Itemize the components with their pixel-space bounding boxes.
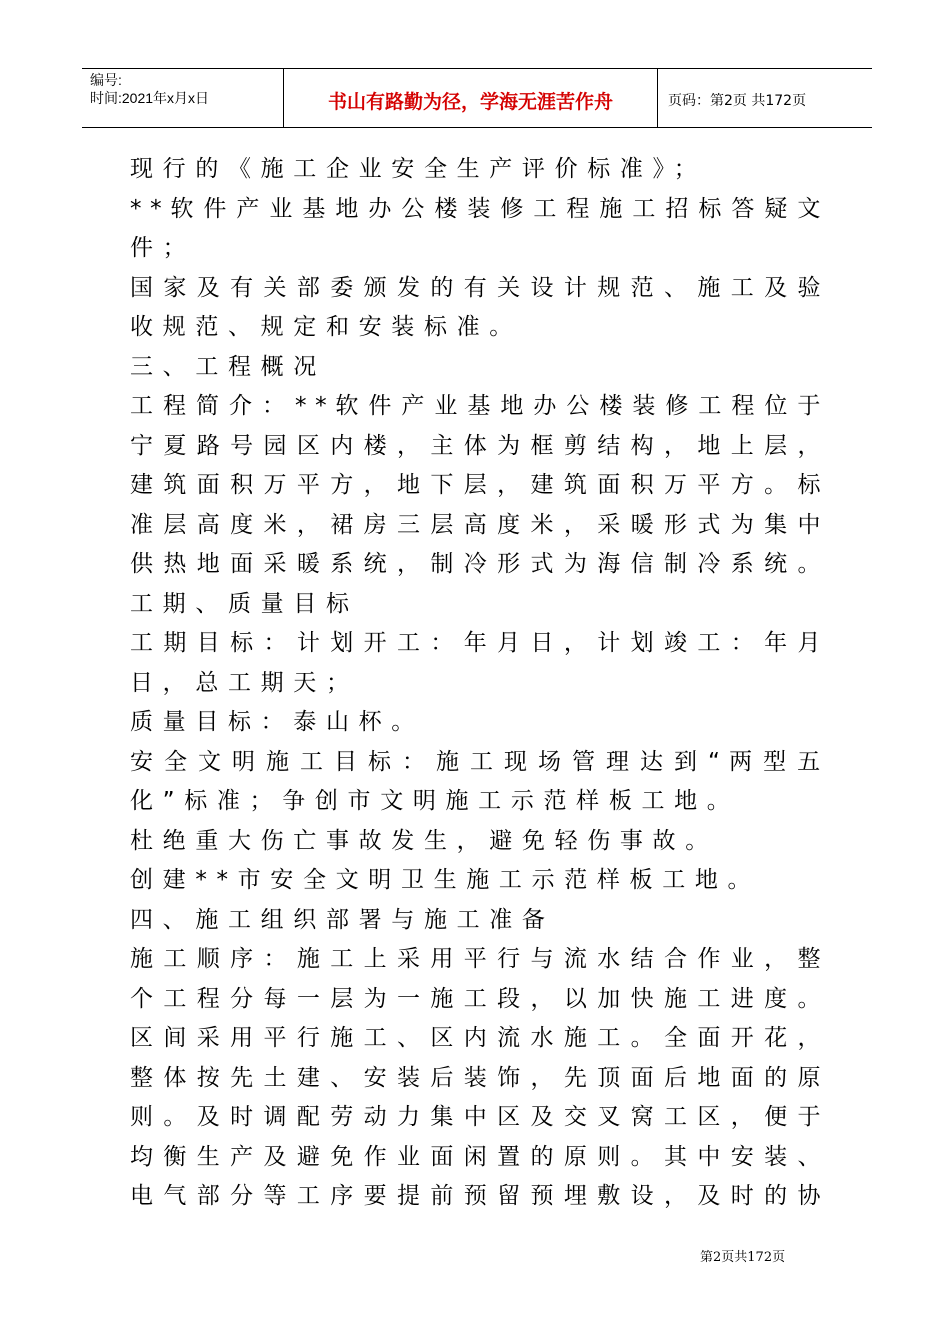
- text-line: 创建**市安全文明卫生施工示范样板工地。: [130, 867, 761, 893]
- header-page-info: 页码：第2页 共172页: [668, 93, 807, 109]
- text-line: 准 层 高 度 米 ， 裙 房 三 层 高 度 米 ， 采 暖 形 式 为 集 中: [130, 511, 820, 538]
- text-line: 宁 夏 路 号 园 区 内 楼 ， 主 体 为 框 剪 结 构 ， 地 上 层 ，: [130, 432, 820, 459]
- header-motto: 书山有路勤为径，学海无涯苦作舟: [284, 69, 658, 127]
- page-footer: 第2页共172页: [700, 1250, 786, 1265]
- text-line: 供 热 地 面 采 暖 系 统 ， 制 冷 形 式 为 海 信 制 冷 系 统 。: [130, 551, 820, 577]
- text-line: 电 气 部 分 等 工 序 要 提 前 预 留 预 埋 敷 设 ， 及 时 的 协: [130, 1183, 820, 1209]
- text-line: 日，总工期天；: [130, 669, 359, 696]
- text-line: 化”标准；争创市文明施工示范样板工地。: [130, 788, 740, 814]
- text-line: 三、工程概况: [130, 353, 326, 380]
- text-line: * * 软 件 产 业 基 地 办 公 楼 装 修 工 程 施 工 招 标 答 疑 文: [130, 195, 820, 222]
- text-line: 均 衡 生 产 及 避 免 作 业 面 闲 置 的 原 则 。 其 中 安 装 、: [130, 1143, 820, 1170]
- header-meta: [82, 69, 284, 127]
- text-line: 整 体 按 先 土 建 、 安 装 后 装 饰 ， 先 顶 面 后 地 面 的 原: [130, 1064, 820, 1091]
- text-line: 杜绝重大伤亡事故发生，避免轻伤事故。: [130, 827, 718, 854]
- text-line: 质量目标：泰山杯。: [130, 709, 424, 735]
- text-line: 国 家 及 有 关 部 委 颁 发 的 有 关 设 计 规 范 、 施 工 及 验: [130, 274, 820, 301]
- text-line: 建 筑 面 积 万 平 方 ， 地 下 层 ， 建 筑 面 积 万 平 方 。 标: [130, 472, 820, 498]
- code-label: 编号:: [90, 72, 122, 88]
- page-header: [82, 68, 872, 128]
- text-line: 区 间 采 用 平 行 施 工 、 区 内 流 水 施 工 。 全 面 开 花 ，: [130, 1025, 820, 1051]
- text-line: 则 。 及 时 调 配 劳 动 力 集 中 区 及 交 叉 窝 工 区 ， 便 于: [130, 1104, 820, 1130]
- text-line: 四、施工组织部署与施工准备: [130, 906, 555, 933]
- text-line: 施 工 顺 序 ： 施 工 上 采 用 平 行 与 流 水 结 合 作 业 ， 整: [130, 946, 820, 972]
- text-line: 现行的《施工企业安全生产评价标准》；: [130, 156, 707, 182]
- text-line: 工 期 目 标 ： 计 划 开 工 ： 年 月 日 ， 计 划 竣 工 ： 年 月: [130, 630, 820, 656]
- document-body: [130, 150, 820, 1217]
- text-line: 工期、质量目标: [130, 590, 359, 617]
- time-label: 时间:2021年x月x日: [90, 90, 210, 106]
- text-line: 个 工 程 分 每 一 层 为 一 施 工 段 ， 以 加 快 施 工 进 度 。: [130, 985, 820, 1012]
- text-line: 件；: [130, 235, 196, 261]
- text-line: 安 全 文 明 施 工 目 标 ： 施 工 现 场 管 理 达 到 “ 两 型 五: [130, 748, 820, 775]
- text-line: 收规范、规定和安装标准。: [130, 314, 522, 340]
- text-line: 工 程 简 介 ： * * 软 件 产 业 基 地 办 公 楼 装 修 工 程 位 于: [130, 393, 820, 419]
